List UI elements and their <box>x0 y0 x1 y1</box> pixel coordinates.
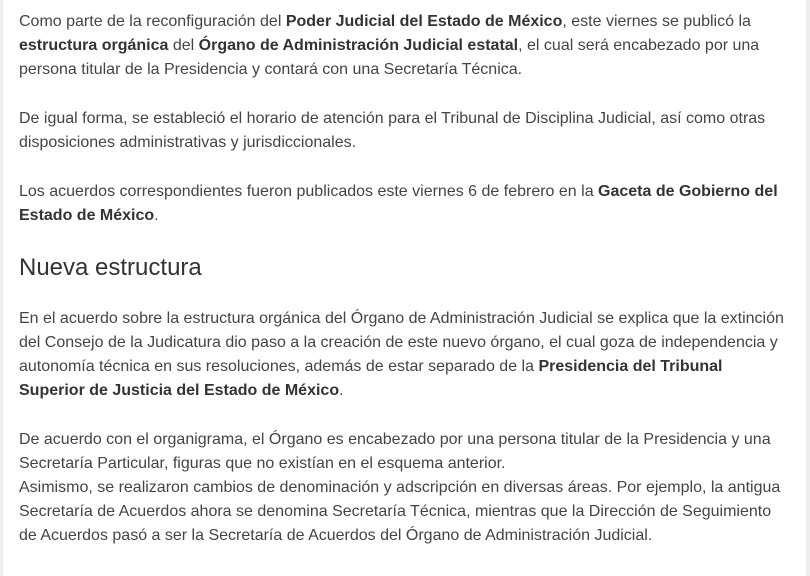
bold-estructura-organica: estructura orgánica <box>19 37 169 54</box>
section-heading: Nueva estructura <box>19 254 202 281</box>
text-segment: Los acuerdos correspondientes fueron publicados este viernes 6 de febrero en la <box>19 183 599 200</box>
text-segment: . <box>154 207 159 224</box>
text-segment: De igual forma, se estableció el horario de atención para el Tribunal de Disciplina Judicial, así como otras disposiciones administrativas y jurisdiccionales. <box>19 110 766 151</box>
text-segment: , el cual será encabezado por una persona titular de la Presidencia y contará con una Secretaría Técnica. <box>19 37 760 78</box>
paragraph-horario <box>19 107 789 155</box>
text-segment: De acuerdo con el organigrama, el Órgano es encabezado por una persona titular de la Presidencia y una Secretaría Particular, figuras que no existían en el esquema anterior. <box>19 431 771 472</box>
bold-organo-administracion: Órgano de Administración Judicial estatal <box>198 37 519 54</box>
article-body <box>19 10 789 548</box>
bold-gaceta-gobierno: Gaceta de Gobierno del Estado de México <box>19 183 778 224</box>
paragraph-acuerdo <box>19 307 789 403</box>
text-segment: Asimismo, se realizaron cambios de denominación y adscripción en diversas áreas. Por ejemplo, la antigua Secretaría de Acuerdos ahora se denomina Secretaría Técnica, mientras que la Dirección de Seguimiento de Acuerdos pasó a ser la Secretaría de Acuerdos del Órgano de Administración Judicial. <box>19 479 781 544</box>
paragraph-gaceta <box>19 180 789 228</box>
text-segment: Como parte de la reconfiguración del <box>19 13 286 30</box>
text-segment: . <box>339 382 344 399</box>
bold-presidencia-tribunal: Presidencia del Tribunal Superior de Justicia del Estado de México <box>19 358 723 399</box>
text-segment: En el acuerdo sobre la estructura orgánica del Órgano de Administración Judicial se explica que la extinción del Consejo de la Judicatura dio paso a la creación de este nuevo órgano, el cual goza de independencia y autonomía técnica en sus resoluciones, además de estar separado de la <box>19 310 784 375</box>
text-segment: , este viernes se publicó la <box>562 13 751 30</box>
paragraph-intro <box>19 10 789 82</box>
text-segment: del <box>168 37 199 54</box>
bold-poder-judicial: Poder Judicial del Estado de México <box>285 13 563 30</box>
paragraph-organigrama <box>19 428 789 548</box>
